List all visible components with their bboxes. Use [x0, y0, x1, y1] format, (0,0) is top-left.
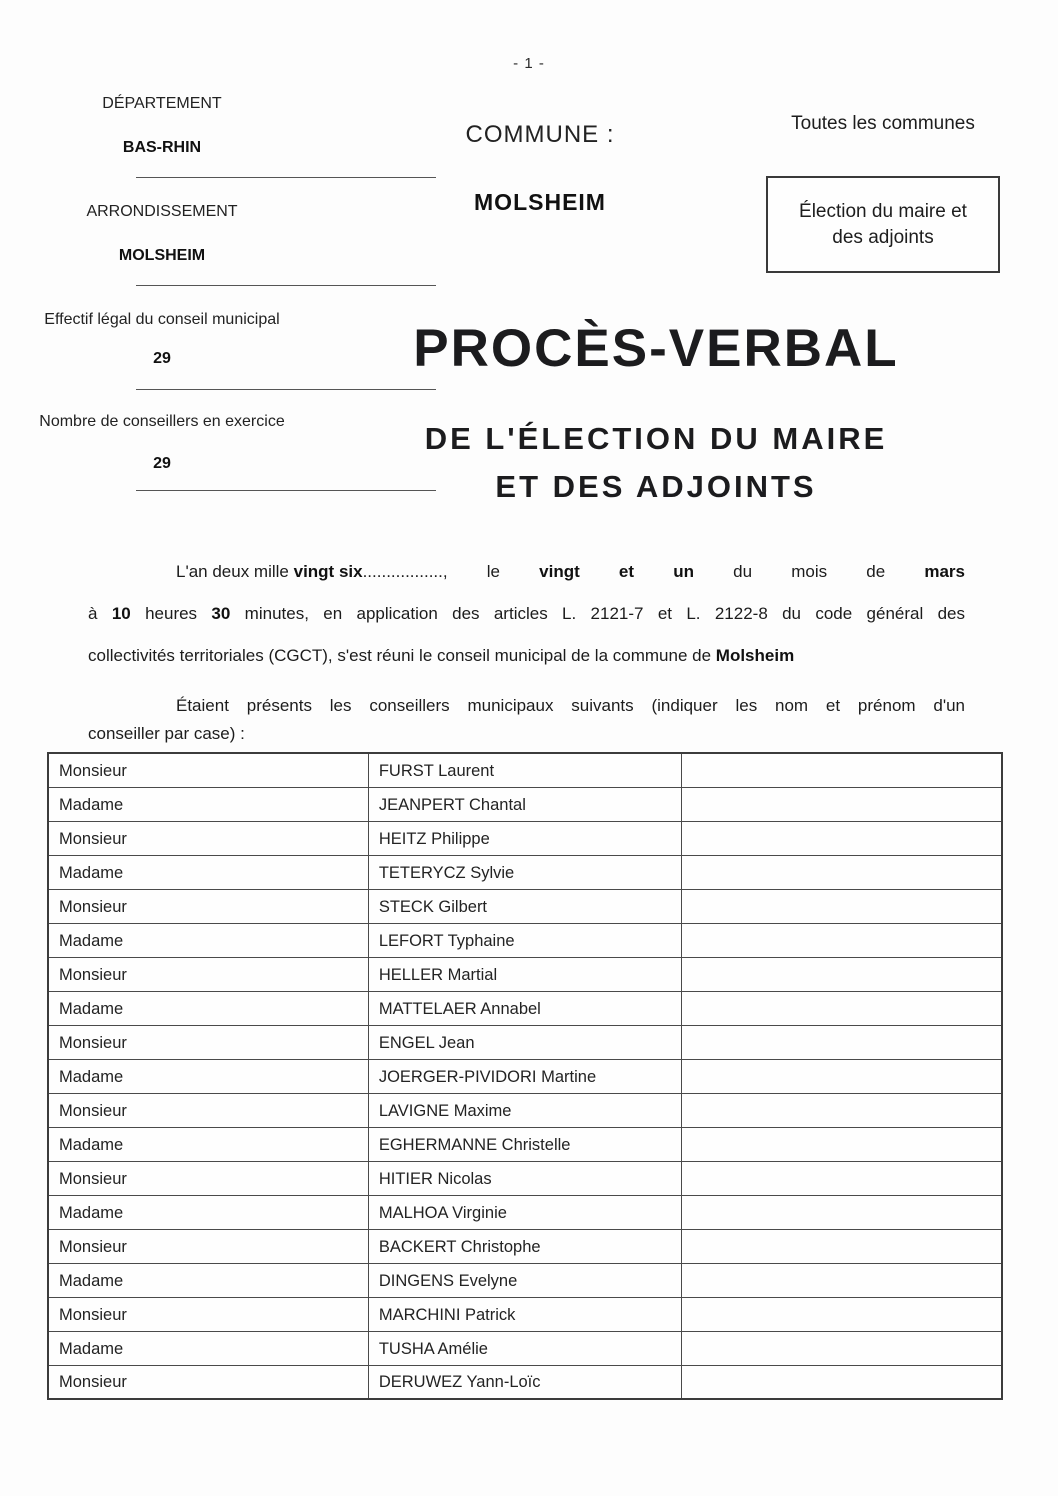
civility-cell: Madame	[48, 1331, 368, 1365]
conseillers-exercice-value: 29	[153, 455, 171, 472]
title-adjoints: ET DES ADJOINTS	[495, 469, 817, 504]
table-row	[48, 957, 1002, 991]
civility-cell: Monsieur	[48, 1229, 368, 1263]
civility-cell: Madame	[48, 1059, 368, 1093]
table-row	[48, 923, 1002, 957]
civility-cell: Monsieur	[48, 1297, 368, 1331]
empty-cell	[682, 1229, 1002, 1263]
departement-label: DÉPARTEMENT	[102, 95, 222, 112]
table-row	[48, 1127, 1002, 1161]
intro-word-bold: mars	[924, 562, 965, 581]
empty-cell	[682, 787, 1002, 821]
table-row	[48, 1195, 1002, 1229]
intro-word-bold: un	[673, 562, 694, 581]
empty-cell	[682, 821, 1002, 855]
empty-cell	[682, 1297, 1002, 1331]
commune-value: MOLSHEIM	[474, 189, 606, 215]
intro-word: mois	[791, 562, 828, 581]
document-title	[350, 320, 962, 503]
civility-cell: Madame	[48, 991, 368, 1025]
name-cell: ENGEL Jean	[368, 1025, 681, 1059]
civility-cell: Monsieur	[48, 889, 368, 923]
presents-line-2: conseiller par case) :	[88, 724, 245, 743]
presents-line-1: Étaient présents les conseillers municipaux suivants (indiquer les nom et prénom d'un	[176, 696, 965, 715]
table-row	[48, 1365, 1002, 1399]
election-box-line2: des adjoints	[832, 226, 934, 248]
civility-cell: Madame	[48, 923, 368, 957]
effectif-legal-label: Effectif légal du conseil municipal	[44, 311, 280, 328]
effectif-legal-value: 29	[153, 350, 171, 367]
election-box-line1: Élection du maire et	[799, 200, 967, 222]
empty-cell	[682, 1025, 1002, 1059]
page-number: - 1 -	[513, 55, 545, 72]
name-cell: EGHERMANNE Christelle	[368, 1127, 681, 1161]
intro-paragraph	[88, 562, 965, 688]
name-cell: STECK Gilbert	[368, 889, 681, 923]
table-row	[48, 1025, 1002, 1059]
empty-cell	[682, 957, 1002, 991]
table-row	[48, 1263, 1002, 1297]
empty-cell	[682, 855, 1002, 889]
departement-value: BAS-RHIN	[122, 139, 202, 156]
name-cell: HEITZ Philippe	[368, 821, 681, 855]
civility-cell: Monsieur	[48, 1161, 368, 1195]
conseillers-table-body	[48, 753, 1002, 1399]
civility-cell: Monsieur	[48, 1025, 368, 1059]
empty-cell	[682, 753, 1002, 787]
table-row	[48, 1229, 1002, 1263]
name-cell: JEANPERT Chantal	[368, 787, 681, 821]
name-cell: DERUWEZ Yann-Loïc	[368, 1365, 681, 1399]
empty-cell	[682, 1059, 1002, 1093]
civility-cell: Monsieur	[48, 1365, 368, 1399]
empty-cell	[682, 991, 1002, 1025]
intro-line-2: à 10 heures 30 minutes, en application des articles L. 2121-7 et L. 2122-8 du code général des	[88, 604, 965, 623]
commune-label: COMMUNE :	[465, 121, 615, 148]
name-cell: HELLER Martial	[368, 957, 681, 991]
civility-cell: Monsieur	[48, 957, 368, 991]
name-cell: HITIER Nicolas	[368, 1161, 681, 1195]
name-cell: MARCHINI Patrick	[368, 1297, 681, 1331]
civility-cell: Madame	[48, 855, 368, 889]
title-election-maire: DE L'ÉLECTION DU MAIRE	[424, 421, 888, 456]
empty-cell	[682, 889, 1002, 923]
empty-cell	[682, 1263, 1002, 1297]
arrondissement-label: ARRONDISSEMENT	[86, 203, 238, 220]
empty-cell	[682, 1161, 1002, 1195]
table-row	[48, 889, 1002, 923]
table-row	[48, 821, 1002, 855]
civility-cell: Madame	[48, 1195, 368, 1229]
table-row	[48, 1331, 1002, 1365]
name-cell: LEFORT Typhaine	[368, 923, 681, 957]
civility-cell: Monsieur	[48, 1093, 368, 1127]
table-row	[48, 855, 1002, 889]
civility-cell: Madame	[48, 787, 368, 821]
empty-cell	[682, 923, 1002, 957]
intro-line-3: collectivités territoriales (CGCT), s'est réuni le conseil municipal de la commune de Molsheim	[88, 646, 795, 665]
arrondissement-value: MOLSHEIM	[118, 247, 206, 264]
intro-line-1	[176, 562, 965, 582]
divider-rule	[136, 285, 436, 286]
empty-cell	[682, 1195, 1002, 1229]
presents-paragraph	[88, 696, 965, 744]
name-cell: MALHOA Virginie	[368, 1195, 681, 1229]
table-row	[48, 991, 1002, 1025]
intro-word: le	[486, 562, 500, 581]
table-row	[48, 787, 1002, 821]
table-row	[48, 1093, 1002, 1127]
empty-cell	[682, 1093, 1002, 1127]
name-cell: MATTELAER Annabel	[368, 991, 681, 1025]
table-row	[48, 1059, 1002, 1093]
civility-cell: Madame	[48, 1263, 368, 1297]
table-row	[48, 1297, 1002, 1331]
toutes-les-communes-note: Toutes les communes	[791, 113, 975, 134]
civility-cell: Madame	[48, 1127, 368, 1161]
intro-word-bold: vingt	[539, 562, 580, 581]
table-row	[48, 753, 1002, 787]
table-row	[48, 1161, 1002, 1195]
empty-cell	[682, 1127, 1002, 1161]
name-cell: TETERYCZ Sylvie	[368, 855, 681, 889]
name-cell: BACKERT Christophe	[368, 1229, 681, 1263]
name-cell: LAVIGNE Maxime	[368, 1093, 681, 1127]
election-maire-adjoints-box	[766, 176, 1000, 273]
intro-word: de	[866, 562, 886, 581]
intro-lead: L'an deux mille vingt six.................,	[176, 562, 448, 581]
conseillers-exercice-label: Nombre de conseillers en exercice	[39, 413, 285, 430]
name-cell: TUSHA Amélie	[368, 1331, 681, 1365]
name-cell: FURST Laurent	[368, 753, 681, 787]
civility-cell: Monsieur	[48, 753, 368, 787]
civility-cell: Monsieur	[48, 821, 368, 855]
empty-cell	[682, 1365, 1002, 1399]
divider-rule	[136, 177, 436, 178]
name-cell: DINGENS Evelyne	[368, 1263, 681, 1297]
conseillers-table	[47, 752, 1003, 1400]
name-cell: JOERGER-PIVIDORI Martine	[368, 1059, 681, 1093]
intro-word: du	[733, 562, 753, 581]
title-proces-verbal: PROCÈS-VERBAL	[413, 319, 899, 378]
intro-word-bold: et	[618, 562, 635, 581]
empty-cell	[682, 1331, 1002, 1365]
